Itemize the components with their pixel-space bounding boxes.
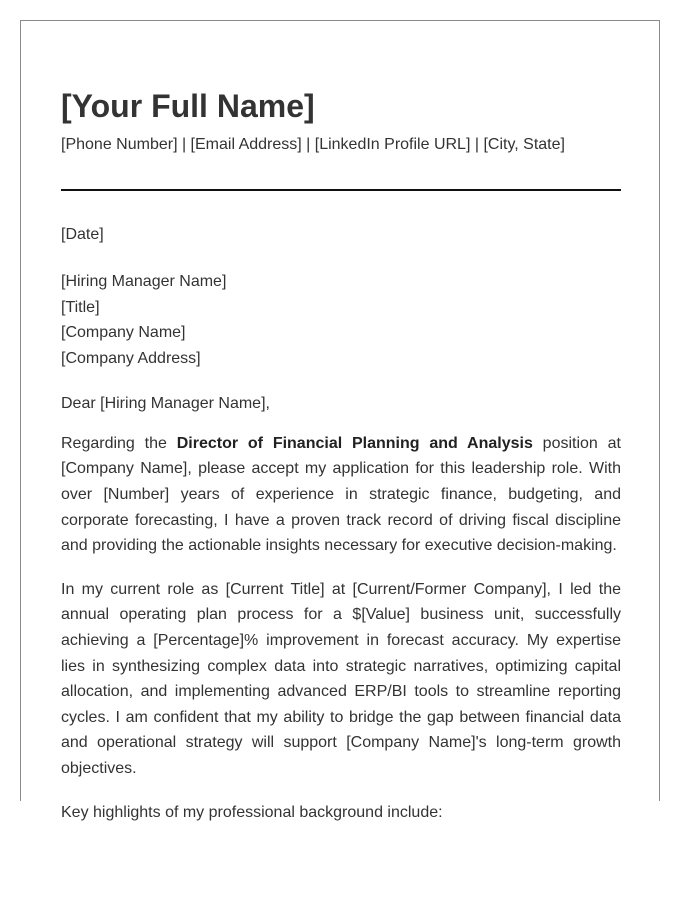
position-title: Director of Financial Planning and Analysis — [176, 434, 533, 452]
applicant-name: [Your Full Name] — [61, 88, 315, 124]
paragraph-experience: In my current role as [Current Title] at [Current/Former Company], I led the annual operating plan process for a $[Value] business unit, successfully achieving a [Percentage]% improvement in forecast accuracy. My expertise lies in synthesizing complex data into strategic narratives, optimizing capital allocation, and implementing advanced ERP/BI tools to streamline reporting cycles. I am confident that my ability to bridge the gap between financial data and operational strategy will support [Company Name]'s long-term growth objectives. — [61, 580, 621, 777]
header-divider — [61, 189, 621, 191]
paragraph-intro-pre: Regarding the — [61, 434, 177, 452]
recipient-company: [Company Name] — [61, 324, 186, 342]
paragraph-highlights: Key highlights of my professional background include: — [61, 803, 443, 821]
letter-content — [61, 87, 621, 825]
paragraph-intro-post: position at [Company Name], please accept my application for this leadership role. With over [Number] years of experience in strategic finance, budgeting, and corporate forecasting, I have a proven track record of driving fiscal discipline and providing the actionable insights necessary for executive decision-making. — [61, 434, 621, 555]
recipient-title: [Title] — [61, 298, 100, 316]
recipient-block — [61, 269, 621, 372]
salutation: Dear [Hiring Manager Name], — [61, 394, 270, 412]
letter-date: [Date] — [61, 226, 104, 243]
paragraph-intro — [61, 431, 621, 559]
recipient-address: [Company Address] — [61, 350, 201, 368]
recipient-name: [Hiring Manager Name] — [61, 273, 227, 290]
document-page — [20, 20, 660, 821]
contact-line: [Phone Number] | [Email Address] | [LinkedIn Profile URL] | [City, State] — [61, 136, 565, 153]
